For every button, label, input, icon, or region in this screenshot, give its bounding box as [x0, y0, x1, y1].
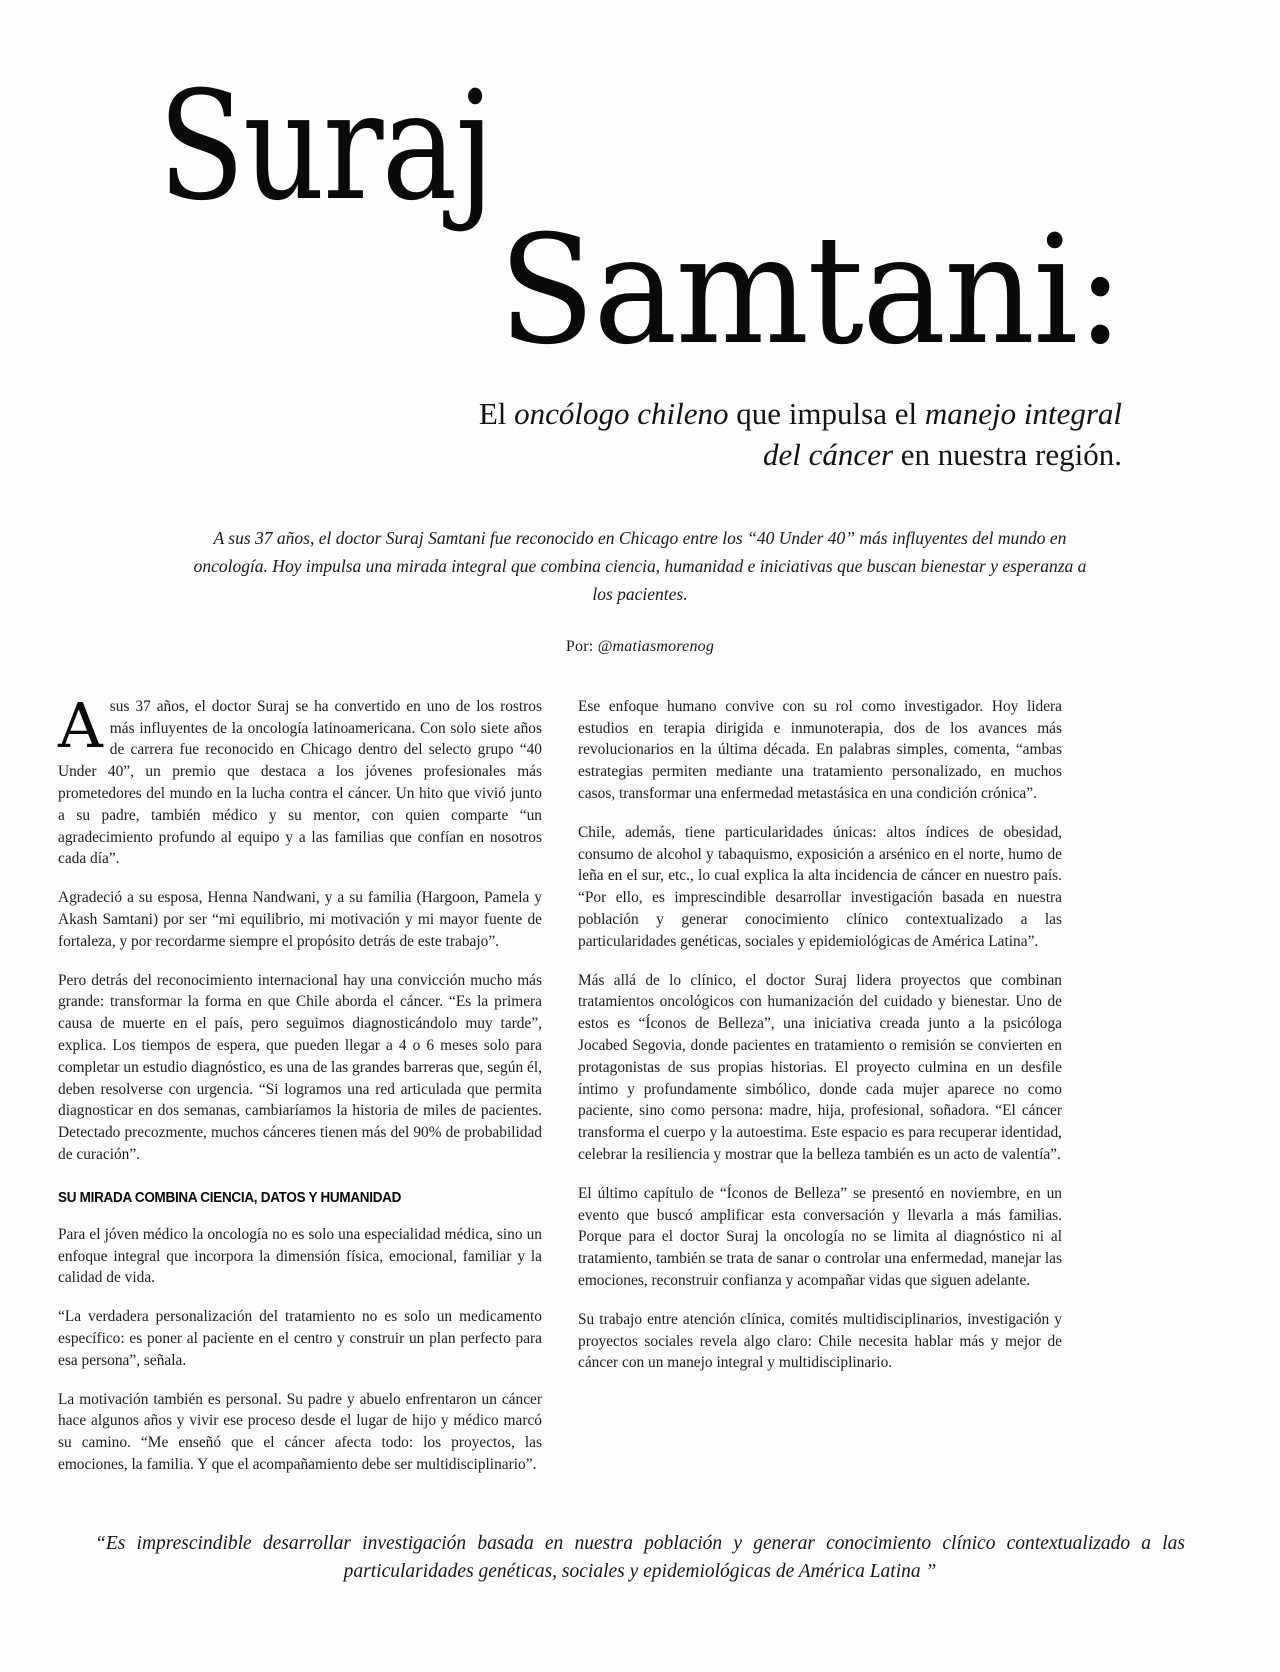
right-column	[578, 696, 1062, 1476]
pull-quote: “Es imprescindible desarrollar investigación basada en nuestra población y generar conocimiento clínico contextualizado a las particularidades genéticas, sociales y epidemiológicas de América Latina ”	[95, 1533, 1185, 1583]
body-paragraph: Pero detrás del reconocimiento internacional hay una convicción mucho más grande: transformar la forma en que Chile aborda el cáncer. “Es la primera causa de muerte en el país, pero seguimos diagnosticándolo muy tarde”, explica. Los tiempos de espera, que pueden llegar a 4 o 6 meses solo para completar un estudio diagnóstico, es una de las grandes barreras que, según él, deben resolverse con urgencia. “Si logramos una red articulada que permita diagnosticar en dos semanas, cambiaríamos la historia de miles de pacientes. Detectado precozmente, muchos cánceres tienen más del 90% de probabilidad de curación”.	[58, 971, 542, 1163]
byline	[0, 638, 1280, 656]
subtitle-text-3: en nuestra región.	[893, 436, 1122, 472]
title-block	[0, 0, 1280, 476]
body-paragraph: Chile, además, tiene particularidades únicas: altos índices de obesidad, consumo de alcohol y tabaquismo, exposición a arsénico en el norte, humo de leña en el sur, etc., lo cual explica la alta incidencia de cáncer en nuestro país. “Por ello, es imprescindible desarrollar investigación basada en nuestra población y generar conocimiento clínico contextualizado a las particularidades genéticas, sociales y epidemiológicas de América Latina”.	[578, 823, 1062, 950]
body-paragraph: Para el jóven médico la oncología no es solo una especialidad médica, sino un enfoque integral que incorpora la dimensión física, emocional, familiar y la calidad de vida.	[58, 1225, 542, 1287]
byline-author-handle: @matiasmorenog	[597, 637, 715, 655]
body-paragraph: Más allá de lo clínico, el doctor Suraj lidera proyectos que combinan tratamientos oncológicos con humanización del cuidado y bienestar. Uno de estos es “Íconos de Belleza”, una iniciativa creada junto a la psicóloga Jocabed Segovia, donde pacientes en tratamiento o remisión se convierten en protagonistas de sus propias historias. El proyecto culmina en un desfile íntimo y profundamente simbólico, donde cada mujer aparece no como paciente, sino como persona: madre, hija, profesional, soñadora. “El cáncer transforma el cuerpo y la autoestima. Este espacio es para recuperar identidad, celebrar la resiliencia y mostrar que la belleza también es un acto de valentía”.	[578, 971, 1062, 1163]
subtitle-text-2: que impulsa el	[728, 396, 925, 431]
left-column	[58, 688, 542, 1476]
body-paragraph: Su trabajo entre atención clínica, comités multidisciplinarios, investigación y proyectos sociales revela algo claro: Chile necesita hablar más y mejor de cáncer con un manejo integral y multidisciplinario.	[578, 1310, 1062, 1372]
subtitle-emphasis-1: oncólogo chileno	[514, 396, 729, 431]
body-paragraph: Asus 37 años, el doctor Suraj se ha convertido en uno de los rostros más influyentes de la oncología latinoamericana. Con solo siete años de carrera fue reconocido en Chicago dentro del selecto grupo “40 Under 40”, un premio que destaca a los jóvenes profesionales más prometedores del mundo en la lucha contra el cáncer. Un hito que vivió junto a su padre, también médico y su mentor, con quien comparte “un agradecimiento profundo al equipo y a las familias que confían en nosotros cada día”.	[58, 688, 542, 868]
body-paragraph: Ese enfoque humano convive con su rol como investigador. Hoy lidera estudios en terapia dirigida e inmunoterapia, dos de los avances más revolucionarios en la última década. En palabras simples, comenta, “ambas estrategias permiten mediante una tratamiento personalizado, en muchos casos, transformar una enfermedad metastásica en una condición crónica”.	[578, 697, 1062, 802]
body-paragraph: “La verdadera personalización del tratamiento no es solo un medicamento específico: es poner al paciente en el centro y construir un plan perfecto para esa persona”, señala.	[58, 1308, 542, 1369]
body-paragraph: El último capítulo de “Íconos de Belleza” se presentó en noviembre, en un evento que buscó amplificar esta conversación y llevarla a más familias. Porque para el doctor Suraj la oncología no se limita al diagnóstico ni al tratamiento, también se trata de sanar o controlar una enfermedad, manejar las emociones, reconstruir confianza y acompañar vidas que siguen adelante.	[578, 1184, 1062, 1289]
headline-line-1: Suraj	[158, 60, 493, 234]
body-paragraph: Agradeció a su esposa, Henna Nandwani, y a su familia (Hargoon, Pamela y Akash Samtani) por ser “mi equilibrio, mi motivación y mi mayor fuente de fortaleza, y por recordarme siempre el propósito detrás de este trabajo”.	[58, 889, 542, 950]
subtitle-text-1: El	[478, 396, 515, 431]
subtitle-emphasis-2: manejo integral del cáncer	[763, 396, 1122, 472]
subtitle	[158, 394, 1122, 476]
article-deck: A sus 37 años, el doctor Suraj Samtani fue reconocido en Chicago entre los “40 Under 40” más influyentes del mundo en oncología. Hoy impulsa una mirada integral que combina ciencia, humanidad e iniciativas que buscan bienestar y esperanza a los pacientes.	[193, 527, 1087, 604]
headline-line-2: Samtani:	[498, 204, 1122, 378]
body-paragraph: La motivación también es personal. Su padre y abuelo enfrentaron un cáncer hace algunos años y vivir ese proceso desde el lugar de hijo y médico marcó su camino. “Me enseñó que el cáncer afecta todo: los proyectos, las emociones, la familia. Y que el acompañamiento debe ser multidisciplinario”.	[58, 1390, 542, 1473]
section-heading: SU MIRADA COMBINA CIENCIA, DATOS Y HUMANIDAD	[58, 1189, 402, 1206]
byline-label: Por:	[565, 637, 598, 655]
page-title	[158, 60, 1122, 378]
body-columns	[0, 688, 1280, 1476]
